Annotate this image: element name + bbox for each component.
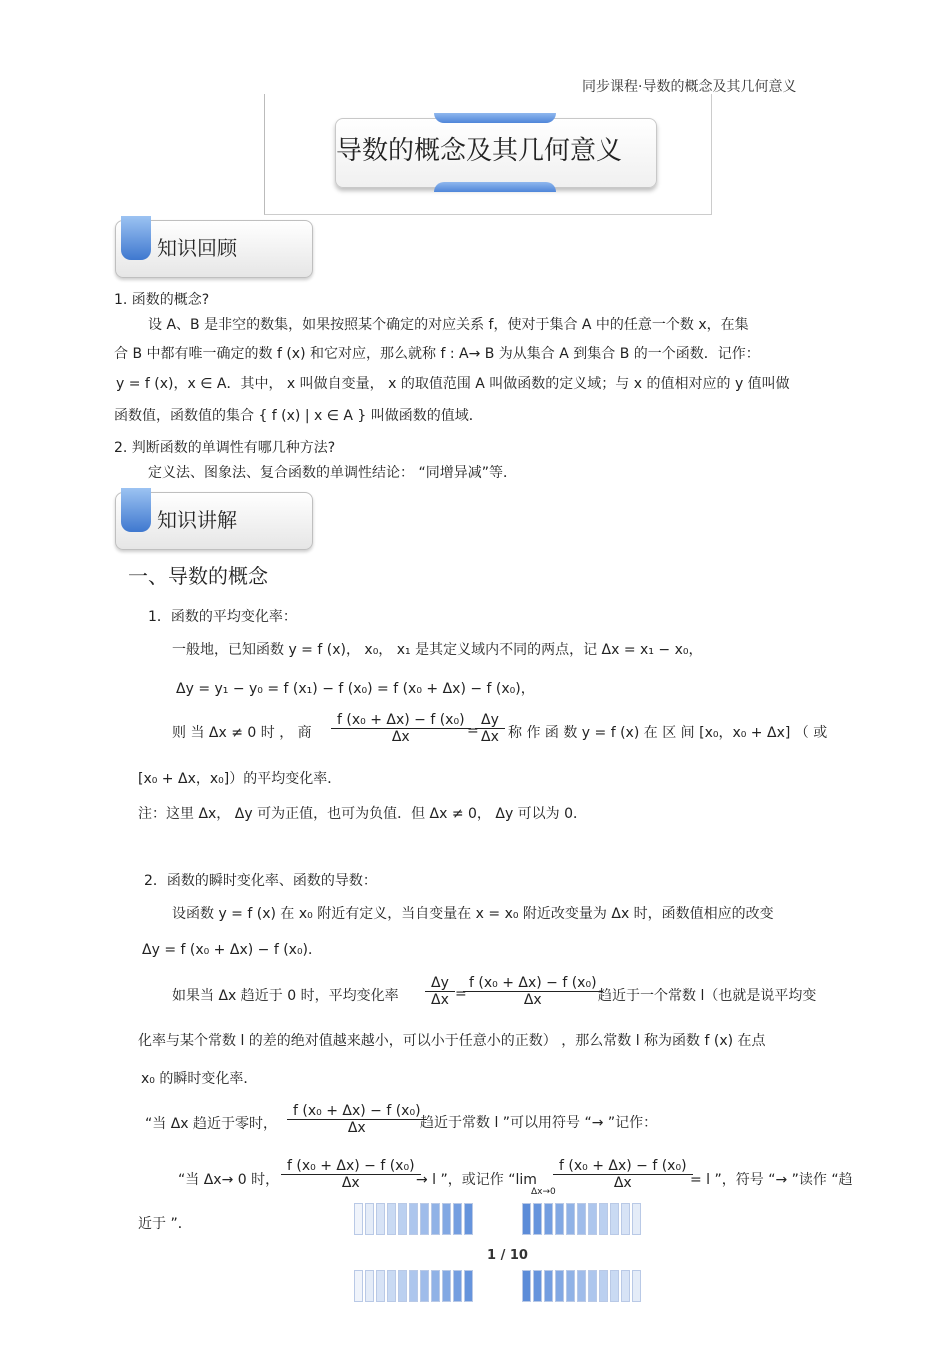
section-title-review: 知识回顾 (157, 236, 237, 260)
decorative-bars-top-right (522, 1203, 641, 1235)
bar (522, 1270, 531, 1302)
page-number: 1 / 10 (487, 1248, 528, 1263)
fraction-numerator: f (x₀ + Δx) − f (x₀) (287, 1158, 415, 1174)
s2-line-8: 近于 ”． (138, 1216, 192, 1232)
fraction-numerator: f (x₀ + Δx) − f (x₀) (293, 1103, 421, 1119)
subsection-1-title: 1．函数的平均变化率： (148, 609, 297, 625)
equals-sign-2: = (455, 986, 467, 1002)
bar (420, 1270, 429, 1302)
bar (354, 1270, 363, 1302)
bar (442, 1203, 451, 1235)
s2-line-3-prefix: 如果当 Δx 趋近于 0 时，平均变化率 (172, 988, 399, 1004)
avg-rate-fraction-4 (284, 1158, 418, 1191)
avg-rate-fraction-3 (290, 1103, 424, 1136)
bar (544, 1203, 553, 1235)
title-tab-bottom (434, 182, 556, 192)
avg-rate-fraction-2 (466, 975, 600, 1008)
bar (566, 1203, 575, 1235)
bar (387, 1270, 396, 1302)
bar (398, 1203, 407, 1235)
subsection-2-title: 2．函数的瞬时变化率、函数的导数： (144, 873, 377, 889)
heading-derivative-concept: 一、导数的概念 (128, 564, 268, 588)
decorative-bars-top-left (354, 1203, 473, 1235)
equals-sign: = (467, 723, 479, 739)
bar (376, 1270, 385, 1302)
bar (398, 1270, 407, 1302)
s2-line-2: Δy = f (x₀ + Δx) − f (x₀)． (142, 942, 323, 958)
bar (588, 1270, 597, 1302)
fraction-numerator: f (x₀ + Δx) − f (x₀) (469, 975, 597, 991)
fraction-denominator: Δx (553, 1174, 693, 1191)
fraction-numerator: f (x₀ + Δx) − f (x₀) (337, 712, 465, 728)
s1-line-1: 一般地，已知函数 y = f (x)， x₀， x₁ 是其定义域内不同的两点，记 Δx = x₁ − x₀， (172, 642, 703, 658)
review-question-1: 1. 函数的概念? (114, 292, 210, 308)
bar (442, 1270, 451, 1302)
bar (453, 1270, 462, 1302)
avg-rate-fraction (334, 712, 468, 745)
fraction-numerator: Δy (481, 712, 499, 728)
fraction-numerator: Δy (431, 975, 449, 991)
fraction-denominator: Δx (425, 991, 455, 1008)
bar (376, 1203, 385, 1235)
bar (365, 1203, 374, 1235)
bar (632, 1270, 641, 1302)
review-question-2: 2. 判断函数的单调性有哪几种方法? (114, 440, 336, 456)
section-tab-review (121, 216, 151, 260)
bar (632, 1203, 641, 1235)
bar (577, 1270, 586, 1302)
section-title-lecture: 知识讲解 (157, 508, 237, 532)
review-para-1-line-2: 合 B 中都有唯一确定的数 f (x) 和它对应，那么就称 f : A→ B 为从集合 A 到集合 B 的一个函数．记作： (114, 346, 760, 362)
s1-line-4: [x₀ + Δx，x₀]）的平均变化率． (138, 771, 342, 787)
bar (409, 1270, 418, 1302)
bar (409, 1203, 418, 1235)
bar (464, 1203, 473, 1235)
bar (577, 1203, 586, 1235)
bar (599, 1203, 608, 1235)
title-tab-top (434, 113, 556, 123)
s2-line-1: 设函数 y = f (x) 在 x₀ 附近有定义，当自变量在 x = x₀ 附近改变量为 Δx 时，函数值相应的改变 (172, 906, 774, 922)
decorative-bars-bottom-left (354, 1270, 473, 1302)
fraction-denominator: Δx (287, 1119, 427, 1136)
bar (533, 1203, 542, 1235)
decorative-bars-bottom-right (522, 1270, 641, 1302)
bar (621, 1270, 630, 1302)
bar (365, 1270, 374, 1302)
s2-line-7-suffix: = l ”，符号 “→ ”读作 “趋 (690, 1172, 853, 1188)
bar (588, 1203, 597, 1235)
s2-line-6-prefix: “当 Δx 趋近于零时， (145, 1116, 278, 1132)
bar (453, 1203, 462, 1235)
bar (387, 1203, 396, 1235)
s2-line-6-suffix: 趋近于常数 l ”可以用符号 “→ ”记作： (420, 1115, 658, 1131)
s2-line-7-middle: → l ”，或记作 “lim (416, 1172, 537, 1188)
bar (555, 1203, 564, 1235)
bar (431, 1203, 440, 1235)
running-header: 同步课程·导数的概念及其几何意义 (582, 79, 797, 95)
section-tab-lecture (121, 488, 151, 532)
s2-line-7-prefix: “当 Δx→ 0 时， (178, 1172, 280, 1188)
bar (566, 1270, 575, 1302)
s2-line-4: 化率与某个常数 l 的差的绝对值越来越小，可以小于任意小的正数） ，那么常数 l 称为函数 f (x) 在点 (138, 1033, 766, 1049)
limit-subscript: Δx→0 (531, 1187, 556, 1197)
fraction-denominator: Δx (331, 728, 471, 745)
bar (431, 1270, 440, 1302)
bar (544, 1270, 553, 1302)
bar (522, 1203, 531, 1235)
fraction-denominator: Δx (475, 728, 505, 745)
bar (354, 1203, 363, 1235)
s2-line-5: x₀ 的瞬时变化率． (141, 1071, 258, 1087)
s1-line-2: Δy = y₁ − y₀ = f (x₁) − f (x₀) = f (x₀ + Δx) − f (x₀)， (176, 681, 535, 697)
s2-line-3-suffix: 趋近于一个常数 l（也就是说平均变 (598, 988, 817, 1004)
dy-dx-fraction (478, 712, 502, 745)
bar (621, 1203, 630, 1235)
bar (610, 1270, 619, 1302)
s1-note: 注：这里 Δx， Δy 可为正值，也可为负值．但 Δx ≠ 0， Δy 可以为 0． (138, 806, 588, 822)
bar (464, 1270, 473, 1302)
bar (610, 1203, 619, 1235)
bar (599, 1270, 608, 1302)
dy-dx-fraction-2 (428, 975, 452, 1008)
page-title: 导数的概念及其几何意义 (336, 136, 623, 166)
s1-line-3-prefix: 则 当 Δx ≠ 0 时 ， 商 (172, 725, 312, 741)
bar (555, 1270, 564, 1302)
fraction-numerator: f (x₀ + Δx) − f (x₀) (559, 1158, 687, 1174)
bar (420, 1203, 429, 1235)
avg-rate-fraction-5 (556, 1158, 690, 1191)
review-para-1-line-3: y = f (x)，x ∈ A．其中， x 叫做自变量， x 的取值范围 A 叫做函数的定义域；与 x 的值相对应的 y 值叫做 (116, 376, 790, 392)
fraction-denominator: Δx (281, 1174, 421, 1191)
review-para-1-line-1: 设 A、B 是非空的数集，如果按照某个确定的对应关系 f，使对于集合 A 中的任意一个数 x，在集 (148, 317, 749, 333)
bar (533, 1270, 542, 1302)
review-para-2: 定义法、图象法、复合函数的单调性结论： “同增异减”等． (148, 465, 517, 481)
review-para-1-line-4: 函数值，函数值的集合 { f (x) | x ∈ A } 叫做函数的值域． (114, 408, 483, 424)
s1-line-3-suffix: 称 作 函 数 y = f (x) 在 区 间 [x₀，x₀ + Δx] （ 或 (508, 725, 828, 741)
fraction-denominator: Δx (463, 991, 603, 1008)
